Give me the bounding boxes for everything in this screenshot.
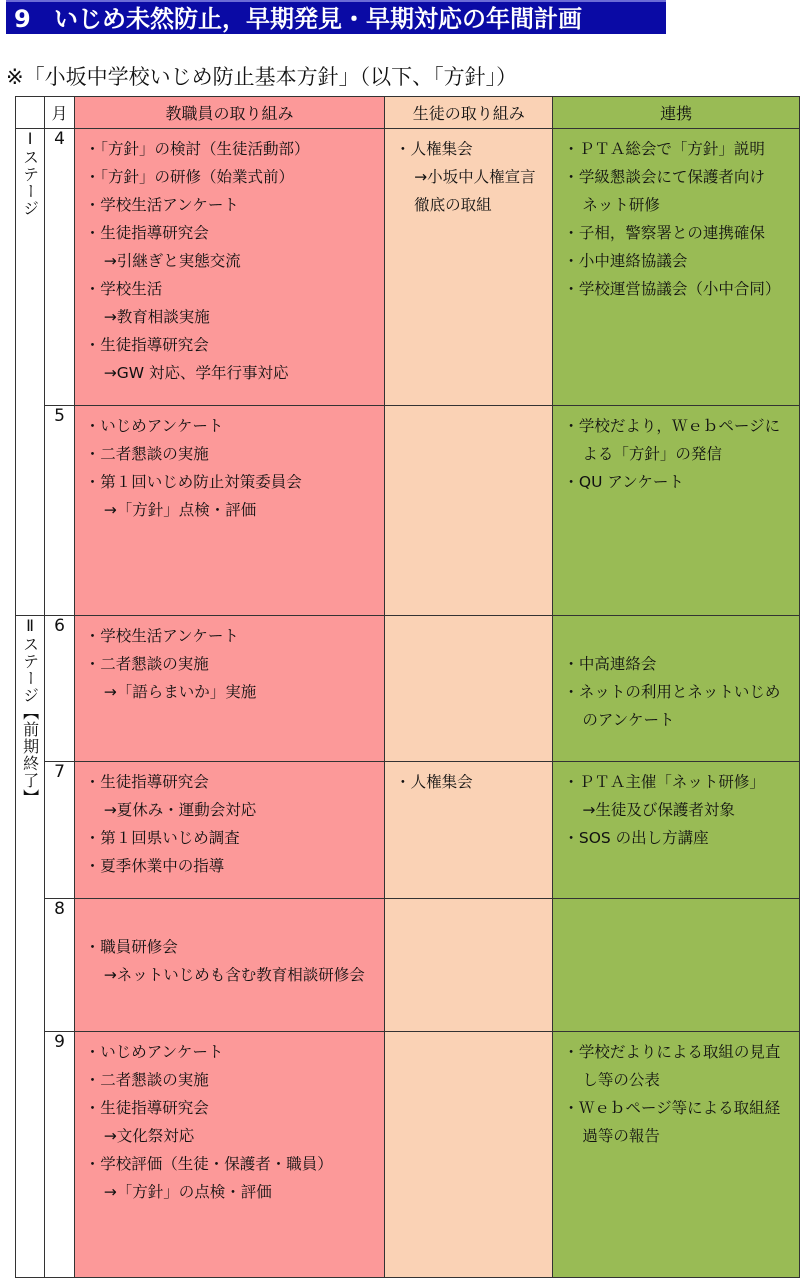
list-item: →文化祭対応 <box>103 1127 195 1145</box>
list-item: のアンケート <box>582 711 675 729</box>
item-list <box>553 406 799 496</box>
list-item: ・第１回県いじめ調査 <box>84 829 240 847</box>
list-item: ・いじめアンケート <box>84 1043 224 1061</box>
month-cell: 5 <box>45 406 75 616</box>
list-item: ・Ｗｅｂページ等による取組経 <box>563 1099 781 1117</box>
month-cell: 7 <box>45 762 75 899</box>
list-item: ・生徒指導研究会 <box>84 336 209 354</box>
students-cell <box>385 129 553 406</box>
list-item: →「方針」点検・評価 <box>103 501 257 519</box>
header-month: 月 <box>45 97 75 129</box>
list-item: ・生徒指導研究会 <box>84 224 209 242</box>
section-title-text: いじめ未然防止，早期発見・早期対応の年間計画 <box>54 5 582 33</box>
students-cell <box>385 1032 553 1278</box>
list-item: →「語らまいか」実施 <box>103 683 257 701</box>
list-item: ・ＰＴＡ主催「ネット研修」 <box>563 773 765 791</box>
stage-1-label: Ⅰステージ <box>20 129 40 217</box>
list-item: ・学校生活 <box>84 280 163 298</box>
list-item: ・人権集会 <box>395 773 473 791</box>
section-title <box>6 0 666 34</box>
list-item: ・第１回いじめ防止対策委員会 <box>84 473 302 491</box>
list-item: ・生徒指導研究会 <box>84 773 209 791</box>
table-row <box>16 406 800 616</box>
month-cell: 6 <box>45 616 75 762</box>
list-item: よる「方針」の発信 <box>582 445 722 463</box>
subtitle-note: ※「小坂中学校いじめ防止基本方針」（以下、「方針」） <box>6 65 518 89</box>
stage-1-cell <box>16 129 45 616</box>
table-row <box>16 129 800 406</box>
header-stage <box>16 97 45 129</box>
list-item: ・「方針」の検討（生徒活動部） <box>84 140 310 158</box>
table-row <box>16 899 800 1032</box>
list-item: ・二者懇談の実施 <box>84 445 209 463</box>
list-item: ・子相，警察署との連携確保 <box>563 224 765 242</box>
list-item: ・学校生活アンケート <box>84 196 239 214</box>
list-item: ・二者懇談の実施 <box>84 1071 209 1089</box>
header-row <box>16 97 800 129</box>
stage-2-label: Ⅱステージ【前期終了】 <box>20 616 40 806</box>
list-item: →GW 対応、学年行事対応 <box>103 364 289 382</box>
coop-cell <box>553 616 800 762</box>
item-list <box>385 616 552 622</box>
list-item: ・夏季休業中の指導 <box>84 857 225 875</box>
list-item: ・「方針」の研修（始業式前） <box>84 168 295 186</box>
staff-cell <box>74 762 384 899</box>
header-coop: 連携 <box>553 97 800 129</box>
item-list <box>385 1032 552 1038</box>
list-item <box>85 905 378 933</box>
month-cell: 8 <box>45 899 75 1032</box>
item-list <box>75 899 384 989</box>
item-list <box>75 129 384 387</box>
annual-plan-table <box>15 96 800 1278</box>
item-list <box>553 899 799 905</box>
list-item: 過等の報告 <box>582 1127 660 1145</box>
list-item: ・学校生活アンケート <box>84 627 239 645</box>
item-list <box>75 762 384 880</box>
list-item: ・生徒指導研究会 <box>84 1099 209 1117</box>
section-number: 9 <box>14 5 31 33</box>
list-item: ・ネットの利用とネットいじめ <box>563 683 781 701</box>
students-cell <box>385 616 553 762</box>
item-list <box>75 616 384 706</box>
list-item: →引継ぎと実態交流 <box>103 252 241 270</box>
coop-cell <box>553 762 800 899</box>
month-cell: 9 <box>45 1032 75 1278</box>
list-item: ・二者懇談の実施 <box>84 655 209 673</box>
list-item: ・学校運営協議会（小中合同） <box>563 280 781 298</box>
staff-cell <box>74 129 384 406</box>
students-cell <box>385 762 553 899</box>
list-item <box>563 622 793 650</box>
header-staff: 教職員の取り組み <box>74 97 384 129</box>
list-item: ネット研修 <box>582 196 660 214</box>
item-list <box>385 899 552 905</box>
item-list <box>553 762 799 852</box>
list-item: →「方針」の点検・評価 <box>103 1183 272 1201</box>
list-item: →ネットいじめも含む教育相談研修会 <box>103 966 365 984</box>
coop-cell <box>553 1032 800 1278</box>
list-item: ・小中連絡協議会 <box>563 252 688 270</box>
list-item: ・SOS の出し方講座 <box>563 829 709 847</box>
coop-cell <box>553 129 800 406</box>
list-item: ・中高連絡会 <box>563 655 657 673</box>
table-row <box>16 616 800 762</box>
list-item: ・QU アンケート <box>563 473 684 491</box>
students-cell <box>385 406 553 616</box>
list-item: →夏休み・運動会対応 <box>103 801 257 819</box>
table-row <box>16 762 800 899</box>
item-list <box>75 406 384 524</box>
item-list <box>553 616 799 734</box>
coop-cell <box>553 899 800 1032</box>
item-list <box>553 129 799 303</box>
staff-cell <box>74 899 384 1032</box>
list-item: ・ＰＴＡ総会で「方針」説明 <box>563 140 765 158</box>
item-list <box>385 129 552 219</box>
table-row <box>16 1032 800 1278</box>
list-item: ・いじめアンケート <box>84 417 224 435</box>
staff-cell <box>74 616 384 762</box>
list-item: ・学級懇談会にて保護者向け <box>563 168 765 186</box>
staff-cell <box>74 1032 384 1278</box>
item-list <box>553 1032 799 1150</box>
list-item: ・職員研修会 <box>84 938 178 956</box>
staff-cell <box>74 406 384 616</box>
stage-2-cell <box>16 616 45 1278</box>
item-list <box>385 406 552 412</box>
month-cell: 4 <box>45 129 75 406</box>
header-students: 生徒の取り組み <box>385 97 553 129</box>
item-list <box>385 762 552 796</box>
list-item: →小坂中人権宣言 <box>414 168 536 186</box>
list-item: ・学校だより，Ｗｅｂページに <box>563 417 781 435</box>
list-item: 徹底の取組 <box>414 196 492 214</box>
students-cell <box>385 899 553 1032</box>
coop-cell <box>553 406 800 616</box>
list-item: ・学校評価（生徒・保護者・職員） <box>84 1155 333 1173</box>
list-item: し等の公表 <box>582 1071 660 1089</box>
list-item: ・人権集会 <box>395 140 473 158</box>
list-item: →教育相談実施 <box>103 308 210 326</box>
item-list <box>75 1032 384 1206</box>
list-item: ・学校だよりによる取組の見直 <box>563 1043 781 1061</box>
list-item: →生徒及び保護者対象 <box>582 801 735 819</box>
